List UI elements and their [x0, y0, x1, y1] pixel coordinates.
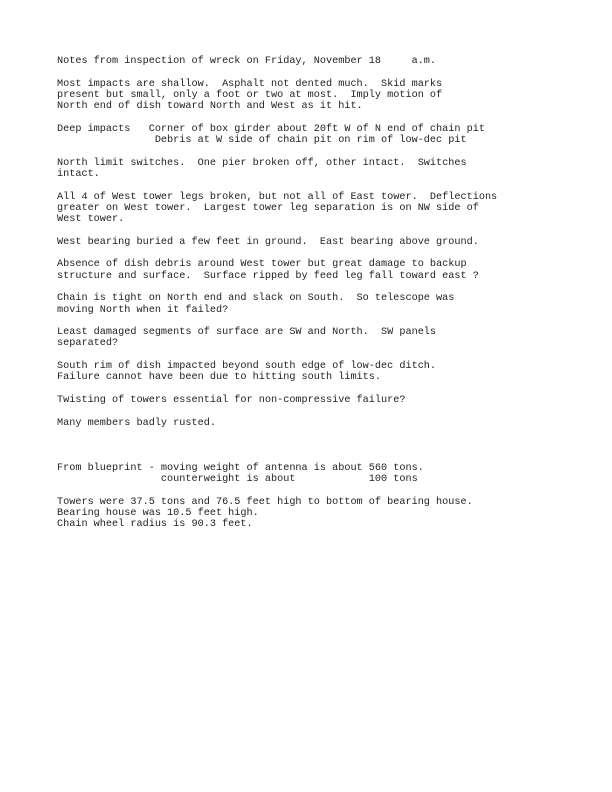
note-paragraph — [57, 158, 577, 181]
note-line: Towers were 37.5 tons and 76.5 feet high to bottom of bearing house. — [57, 496, 473, 508]
note-line: separated? — [57, 338, 119, 350]
note-line: Deep impacts Corner of box girder about 20ft W of N end of chain pit — [57, 123, 485, 135]
note-line: counterweight is about 100 tons — [57, 473, 418, 485]
note-paragraph — [57, 293, 577, 316]
note-line: present but small, only a foot or two at most. Imply motion of — [57, 89, 443, 101]
note-line: West bearing buried a few feet in ground. East bearing above ground. — [57, 236, 479, 248]
note-line: Twisting of towers essential for non-compressive failure? — [57, 394, 406, 406]
note-line: Notes from inspection of wreck on Friday, November 18 a.m. — [57, 56, 437, 67]
note-line — [57, 440, 577, 451]
inspection-notes — [57, 56, 577, 542]
note-line: moving North when it failed? — [57, 304, 229, 316]
note-line: intact. — [57, 168, 100, 180]
note-line: Chain is tight on North end and slack on South. So telescope was — [57, 293, 455, 305]
note-paragraph — [57, 79, 577, 113]
note-line: From blueprint - moving weight of antenna is about 560 tons. — [57, 462, 424, 474]
note-line: greater on West tower. Largest tower leg separation is on NW side of — [57, 202, 479, 214]
note-paragraph — [57, 259, 577, 282]
note-line: Many members badly rusted. — [57, 417, 216, 429]
note-paragraph — [57, 237, 577, 248]
note-line: Bearing house was 10.5 feet high. — [57, 507, 259, 519]
note-paragraph — [57, 497, 577, 531]
note-line: Absence of dish debris around West tower but great damage to backup — [57, 259, 467, 271]
note-paragraph — [57, 395, 577, 406]
note-line: Failure cannot have been due to hitting south limits. — [57, 372, 382, 384]
note-line: Least damaged segments of surface are SW and North. SW panels — [57, 327, 437, 339]
note-line: All 4 of West tower legs broken, but not all of East tower. Deflections — [57, 191, 498, 203]
note-line: South rim of dish impacted beyond south edge of low-dec ditch. — [57, 361, 437, 373]
note-paragraph — [57, 418, 577, 429]
note-paragraph — [57, 327, 577, 350]
note-paragraph — [57, 440, 577, 451]
note-line: Debris at W side of chain pit on rim of low-dec pit — [57, 135, 467, 147]
note-paragraph — [57, 463, 577, 486]
note-paragraph — [57, 361, 577, 384]
note-line: Chain wheel radius is 90.3 feet. — [57, 519, 253, 531]
note-line: Most impacts are shallow. Asphalt not dented much. Skid marks — [57, 78, 443, 90]
note-paragraph — [57, 124, 577, 147]
note-line: North end of dish toward North and West as it hit. — [57, 101, 363, 113]
note-paragraph — [57, 192, 577, 226]
note-line: West tower. — [57, 214, 125, 226]
note-line: North limit switches. One pier broken off, other intact. Switches — [57, 157, 467, 169]
note-line: structure and surface. Surface ripped by feed leg fall toward east ? — [57, 270, 479, 282]
note-paragraph — [57, 56, 577, 67]
